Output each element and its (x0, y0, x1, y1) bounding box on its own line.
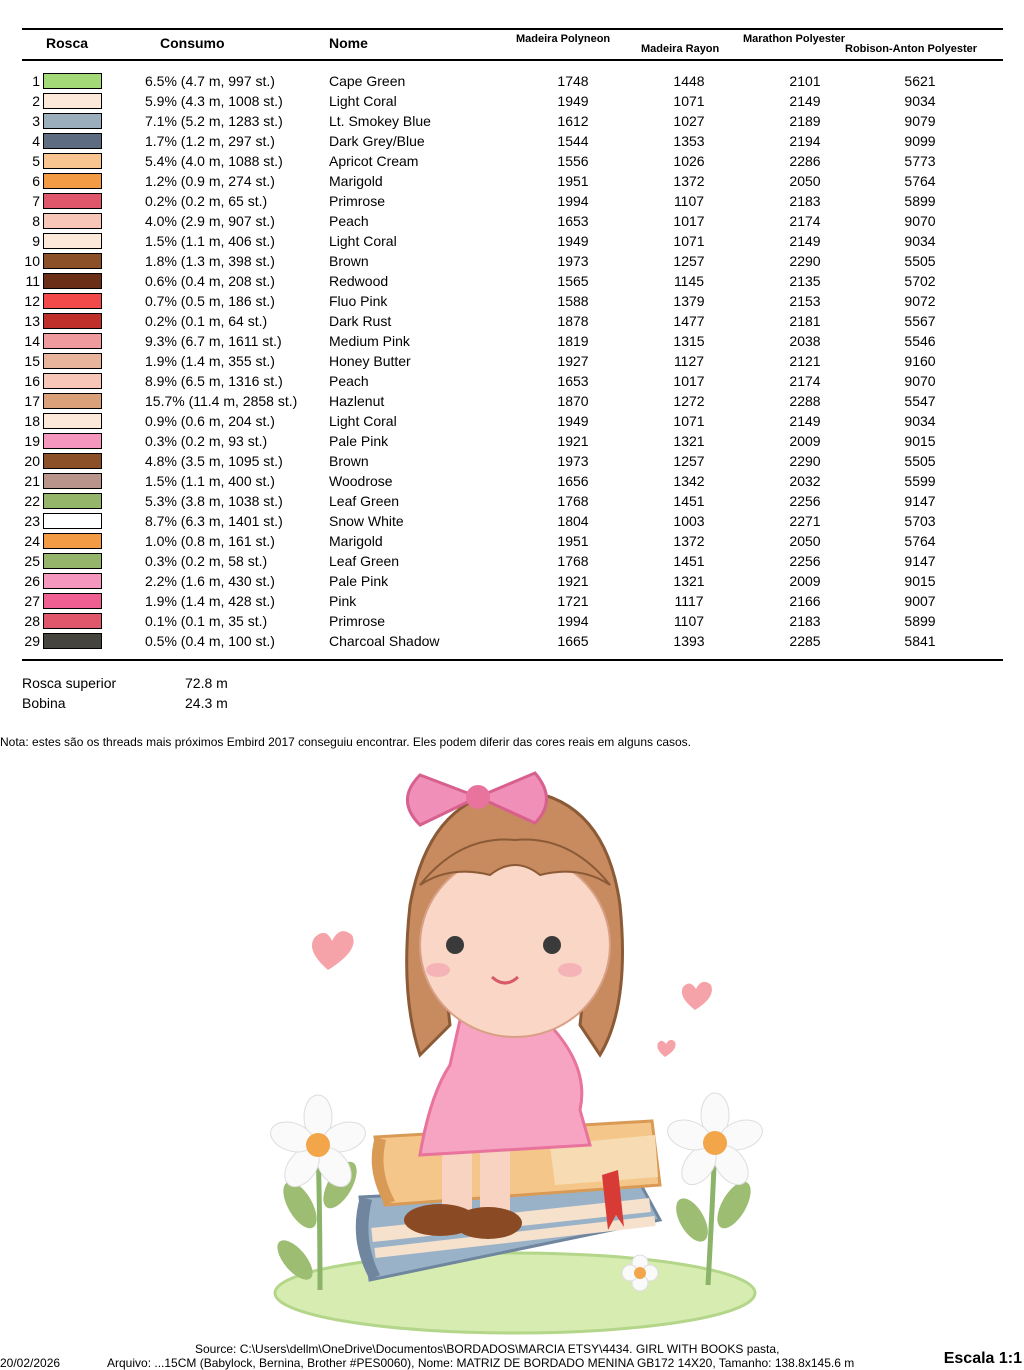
thread-number: 13 (24, 313, 40, 329)
madeira-polyneon-code: 1949 (557, 93, 589, 109)
header-robison-anton-polyester: Robison-Anton Polyester (845, 43, 978, 55)
table-row (0, 192, 1024, 212)
madeira-polyneon-code: 1951 (557, 533, 589, 549)
rosca-superior-value: 72.8 m (185, 675, 228, 691)
robison-anton-code: 9007 (904, 593, 936, 609)
footer-source: Source: C:\Users\dellm\OneDrive\Documentos\BORDADOS\MARCIA ETSY\4434. GIRL WITH BOOKS pasta, (195, 1342, 780, 1356)
marathon-code: 2183 (789, 193, 821, 209)
madeira-rayon-code: 1027 (673, 113, 705, 129)
robison-anton-code: 5899 (904, 613, 936, 629)
thread-consumption: 0.6% (0.4 m, 208 st.) (145, 273, 275, 289)
madeira-rayon-code: 1451 (673, 493, 705, 509)
thread-name: Woodrose (329, 473, 393, 489)
thread-name: Light Coral (329, 93, 397, 109)
thread-consumption: 4.8% (3.5 m, 1095 st.) (145, 453, 283, 469)
thread-name: Charcoal Shadow (329, 633, 440, 649)
madeira-rayon-code: 1257 (673, 453, 705, 469)
table-row (0, 612, 1024, 632)
marathon-code: 2153 (789, 293, 821, 309)
thread-number: 17 (24, 393, 40, 409)
madeira-rayon-code: 1321 (673, 573, 705, 589)
thread-number: 14 (24, 333, 40, 349)
thread-consumption: 1.2% (0.9 m, 274 st.) (145, 173, 275, 189)
dress (420, 1020, 590, 1155)
table-top-rule (22, 28, 1003, 30)
table-row (0, 592, 1024, 612)
header-rosca: Rosca (46, 35, 89, 51)
marathon-code: 2271 (789, 513, 821, 529)
marathon-code: 2050 (789, 533, 821, 549)
thread-number: 4 (32, 133, 40, 149)
color-swatch (43, 333, 102, 349)
thread-name: Snow White (329, 513, 404, 529)
color-swatch (43, 93, 102, 109)
thread-consumption: 1.7% (1.2 m, 297 st.) (145, 133, 275, 149)
table-row (0, 512, 1024, 532)
thread-number: 20 (24, 453, 40, 469)
madeira-rayon-code: 1321 (673, 433, 705, 449)
color-swatch (43, 553, 102, 569)
thread-number: 22 (24, 493, 40, 509)
table-row (0, 532, 1024, 552)
table-row (0, 412, 1024, 432)
madeira-rayon-code: 1372 (673, 533, 705, 549)
madeira-rayon-code: 1003 (673, 513, 705, 529)
thread-consumption: 0.5% (0.4 m, 100 st.) (145, 633, 275, 649)
thread-name: Light Coral (329, 413, 397, 429)
madeira-polyneon-code: 1768 (557, 493, 589, 509)
color-swatch (43, 393, 102, 409)
thread-consumption: 15.7% (11.4 m, 2858 st.) (145, 393, 298, 409)
marathon-code: 2121 (789, 353, 821, 369)
table-row (0, 212, 1024, 232)
thread-name: Marigold (329, 533, 383, 549)
thread-number: 5 (32, 153, 40, 169)
thread-name: Dark Grey/Blue (329, 133, 425, 149)
robison-anton-code: 5764 (904, 173, 936, 189)
robison-anton-code: 9160 (904, 353, 936, 369)
marathon-code: 2285 (789, 633, 821, 649)
thread-number: 11 (25, 273, 40, 289)
thread-consumption: 0.2% (0.1 m, 64 st.) (145, 313, 268, 329)
color-swatch (43, 233, 102, 249)
marathon-code: 2038 (789, 333, 821, 349)
madeira-rayon-code: 1107 (673, 613, 705, 629)
robison-anton-code: 5899 (904, 193, 936, 209)
thread-table (0, 72, 1024, 652)
thread-name: Hazlenut (329, 393, 385, 409)
robison-anton-code: 9034 (904, 93, 936, 109)
thread-name: Peach (329, 213, 369, 229)
robison-anton-code: 5546 (904, 333, 936, 349)
embroidery-design-image (260, 765, 780, 1335)
marathon-code: 2181 (789, 313, 821, 329)
table-row (0, 352, 1024, 372)
table-row (0, 172, 1024, 192)
note-text: Nota: estes são os threads mais próximos Embird 2017 conseguiu encontrar. Eles podem diferir das cores reais em alguns casos. (0, 735, 692, 749)
marathon-code: 2286 (789, 153, 821, 169)
madeira-rayon-code: 1071 (673, 413, 705, 429)
thread-name: Primrose (329, 193, 386, 209)
madeira-polyneon-code: 1951 (557, 173, 589, 189)
thread-consumption: 1.5% (1.1 m, 400 st.) (145, 473, 275, 489)
thread-number: 2 (32, 93, 40, 109)
thread-number: 21 (24, 473, 40, 489)
color-swatch (43, 73, 102, 89)
thread-name: Cape Green (329, 73, 406, 89)
robison-anton-code: 5773 (904, 153, 936, 169)
thread-consumption: 1.0% (0.8 m, 161 st.) (145, 533, 275, 549)
robison-anton-code: 9015 (904, 573, 936, 589)
color-swatch (43, 453, 102, 469)
table-row (0, 492, 1024, 512)
color-swatch (43, 513, 102, 529)
color-swatch (43, 353, 102, 369)
madeira-polyneon-code: 1768 (557, 553, 589, 569)
marathon-code: 2256 (789, 553, 821, 569)
thread-consumption: 6.5% (4.7 m, 997 st.) (145, 73, 275, 89)
madeira-rayon-code: 1315 (673, 333, 705, 349)
madeira-polyneon-code: 1921 (557, 573, 589, 589)
bobina-value: 24.3 m (185, 695, 228, 711)
rosca-superior-label: Rosca superior (22, 675, 117, 691)
thread-consumption: 0.1% (0.1 m, 35 st.) (145, 613, 268, 629)
shoe-right (454, 1207, 522, 1239)
table-header-rule (22, 59, 1003, 61)
madeira-rayon-code: 1107 (673, 193, 705, 209)
thread-number: 19 (24, 433, 40, 449)
robison-anton-code: 9072 (904, 293, 936, 309)
table-row (0, 552, 1024, 572)
madeira-polyneon-code: 1565 (557, 273, 589, 289)
thread-name: Peach (329, 373, 369, 389)
heart-left (312, 931, 354, 970)
madeira-rayon-code: 1071 (673, 93, 705, 109)
robison-anton-code: 9079 (904, 113, 936, 129)
table-row (0, 292, 1024, 312)
thread-name: Brown (329, 253, 369, 269)
table-row (0, 572, 1024, 592)
madeira-rayon-code: 1448 (673, 73, 705, 89)
madeira-polyneon-code: 1994 (557, 613, 589, 629)
table-row (0, 632, 1024, 652)
marathon-code: 2290 (789, 453, 821, 469)
madeira-polyneon-code: 1748 (557, 73, 589, 89)
table-row (0, 72, 1024, 92)
madeira-rayon-code: 1342 (673, 473, 705, 489)
thread-consumption: 8.7% (6.3 m, 1401 st.) (145, 513, 283, 529)
madeira-polyneon-code: 1870 (557, 393, 589, 409)
color-swatch (43, 133, 102, 149)
thread-consumption: 0.9% (0.6 m, 204 st.) (145, 413, 275, 429)
table-row (0, 132, 1024, 152)
grass-patch (275, 1253, 755, 1333)
robison-anton-code: 9034 (904, 233, 936, 249)
madeira-polyneon-code: 1973 (557, 253, 589, 269)
color-swatch (43, 313, 102, 329)
madeira-polyneon-code: 1653 (557, 213, 589, 229)
thread-consumption: 1.8% (1.3 m, 398 st.) (145, 253, 275, 269)
table-row (0, 252, 1024, 272)
thread-number: 25 (24, 553, 40, 569)
madeira-rayon-code: 1393 (673, 633, 705, 649)
table-row (0, 312, 1024, 332)
robison-anton-code: 5703 (904, 513, 936, 529)
thread-number: 1 (32, 73, 40, 89)
heart-right-large (682, 982, 712, 1010)
madeira-polyneon-code: 1656 (557, 473, 589, 489)
madeira-rayon-code: 1017 (673, 213, 705, 229)
thread-name: Lt. Smokey Blue (329, 113, 431, 129)
marathon-code: 2194 (789, 133, 821, 149)
thread-number: 12 (24, 293, 40, 309)
robison-anton-code: 9070 (904, 213, 936, 229)
color-swatch (43, 593, 102, 609)
thread-name: Pink (329, 593, 357, 609)
table-row (0, 472, 1024, 492)
table-row (0, 92, 1024, 112)
color-swatch (43, 433, 102, 449)
footer-date: 20/02/2026 (0, 1356, 61, 1370)
robison-anton-code: 9070 (904, 373, 936, 389)
madeira-rayon-code: 1017 (673, 373, 705, 389)
madeira-polyneon-code: 1653 (557, 373, 589, 389)
thread-name: Leaf Green (329, 493, 400, 509)
color-swatch (43, 253, 102, 269)
table-row (0, 152, 1024, 172)
madeira-rayon-code: 1127 (673, 353, 705, 369)
color-swatch (43, 273, 102, 289)
table-row (0, 452, 1024, 472)
table-row (0, 332, 1024, 352)
thread-number: 26 (24, 573, 40, 589)
robison-anton-code: 9147 (904, 493, 936, 509)
color-swatch (43, 213, 102, 229)
marathon-code: 2135 (789, 273, 821, 289)
table-row (0, 272, 1024, 292)
thread-number: 27 (24, 593, 40, 609)
robison-anton-code: 5567 (904, 313, 936, 329)
thread-name: Pale Pink (329, 573, 389, 589)
thread-consumption: 2.2% (1.6 m, 430 st.) (145, 573, 275, 589)
color-swatch (43, 633, 102, 649)
thread-consumption: 1.5% (1.1 m, 406 st.) (145, 233, 275, 249)
bobina-label: Bobina (22, 695, 66, 711)
marathon-code: 2288 (789, 393, 821, 409)
thread-number: 24 (24, 533, 40, 549)
thread-name: Marigold (329, 173, 383, 189)
thread-number: 16 (24, 373, 40, 389)
robison-anton-code: 5841 (904, 633, 936, 649)
header-marathon-polyester: Marathon Polyester (743, 33, 846, 45)
thread-name: Primrose (329, 613, 386, 629)
marathon-code: 2009 (789, 573, 821, 589)
madeira-polyneon-code: 1949 (557, 413, 589, 429)
thread-consumption: 5.3% (3.8 m, 1038 st.) (145, 493, 283, 509)
thread-number: 10 (24, 253, 40, 269)
madeira-rayon-code: 1451 (673, 553, 705, 569)
header-madeira-rayon: Madeira Rayon (641, 43, 720, 55)
thread-number: 6 (32, 173, 40, 189)
thread-name: Brown (329, 453, 369, 469)
thread-number: 18 (24, 413, 40, 429)
thread-consumption: 8.9% (6.5 m, 1316 st.) (145, 373, 283, 389)
robison-anton-code: 5621 (904, 73, 936, 89)
thread-consumption: 4.0% (2.9 m, 907 st.) (145, 213, 275, 229)
robison-anton-code: 9147 (904, 553, 936, 569)
thread-consumption: 5.4% (4.0 m, 1088 st.) (145, 153, 283, 169)
madeira-rayon-code: 1026 (673, 153, 705, 169)
table-row (0, 432, 1024, 452)
thread-consumption: 1.9% (1.4 m, 355 st.) (145, 353, 275, 369)
madeira-rayon-code: 1257 (673, 253, 705, 269)
thread-consumption: 5.9% (4.3 m, 1008 st.) (145, 93, 283, 109)
madeira-rayon-code: 1117 (674, 593, 704, 609)
thread-consumption: 0.2% (0.2 m, 65 st.) (145, 193, 268, 209)
madeira-rayon-code: 1145 (673, 273, 705, 289)
thread-name: Light Coral (329, 233, 397, 249)
footer-arquivo: Arquivo: ...15CM (Babylock, Bernina, Brother #PES0060), Nome: MATRIZ DE BORDADO MENINA GB172 14X20, Tamanho: 138.8x145.6 m (107, 1356, 855, 1370)
color-swatch (43, 373, 102, 389)
thread-consumption: 0.3% (0.2 m, 58 st.) (145, 553, 268, 569)
color-swatch (43, 613, 102, 629)
madeira-polyneon-code: 1994 (557, 193, 589, 209)
thread-name: Apricot Cream (329, 153, 419, 169)
thread-name: Medium Pink (329, 333, 410, 349)
madeira-polyneon-code: 1556 (557, 153, 589, 169)
thread-consumption: 9.3% (6.7 m, 1611 st.) (145, 333, 282, 349)
table-row (0, 232, 1024, 252)
robison-anton-code: 5505 (904, 253, 936, 269)
madeira-polyneon-code: 1721 (557, 593, 589, 609)
robison-anton-code: 5764 (904, 533, 936, 549)
color-swatch (43, 153, 102, 169)
madeira-polyneon-code: 1878 (557, 313, 589, 329)
thread-name: Dark Rust (329, 313, 392, 329)
marathon-code: 2050 (789, 173, 821, 189)
marathon-code: 2149 (789, 93, 821, 109)
robison-anton-code: 9099 (904, 133, 936, 149)
header-consumo: Consumo (160, 35, 225, 51)
marathon-code: 2174 (789, 213, 821, 229)
marathon-code: 2183 (789, 613, 821, 629)
thread-number: 28 (24, 613, 40, 629)
robison-anton-code: 5599 (904, 473, 936, 489)
table-row (0, 372, 1024, 392)
thread-name: Honey Butter (329, 353, 411, 369)
marathon-code: 2166 (789, 593, 821, 609)
heart-right-small (657, 1040, 675, 1057)
thread-name: Fluo Pink (329, 293, 388, 309)
madeira-polyneon-code: 1973 (557, 453, 589, 469)
madeira-rayon-code: 1379 (673, 293, 705, 309)
marathon-code: 2101 (789, 73, 821, 89)
madeira-rayon-code: 1372 (673, 173, 705, 189)
marathon-code: 2149 (789, 413, 821, 429)
header-nome: Nome (329, 35, 368, 51)
robison-anton-code: 5547 (904, 393, 936, 409)
madeira-polyneon-code: 1949 (557, 233, 589, 249)
thread-name: Pale Pink (329, 433, 389, 449)
color-swatch (43, 413, 102, 429)
robison-anton-code: 9034 (904, 413, 936, 429)
color-swatch (43, 113, 102, 129)
madeira-polyneon-code: 1544 (557, 133, 589, 149)
thread-number: 9 (32, 233, 40, 249)
marathon-code: 2032 (789, 473, 821, 489)
thread-name: Leaf Green (329, 553, 400, 569)
robison-anton-code: 9015 (904, 433, 936, 449)
thread-name: Redwood (329, 273, 389, 289)
marathon-code: 2174 (789, 373, 821, 389)
madeira-rayon-code: 1071 (673, 233, 705, 249)
thread-consumption: 0.3% (0.2 m, 93 st.) (145, 433, 268, 449)
thread-number: 7 (32, 193, 40, 209)
thread-number: 29 (24, 633, 40, 649)
madeira-polyneon-code: 1927 (557, 353, 589, 369)
marathon-code: 2290 (789, 253, 821, 269)
madeira-rayon-code: 1272 (673, 393, 705, 409)
table-bottom-rule (22, 659, 1003, 661)
thread-consumption: 7.1% (5.2 m, 1283 st.) (145, 113, 283, 129)
madeira-polyneon-code: 1921 (557, 433, 589, 449)
thread-number: 15 (24, 353, 40, 369)
madeira-polyneon-code: 1612 (557, 113, 589, 129)
table-row (0, 392, 1024, 412)
robison-anton-code: 5505 (904, 453, 936, 469)
color-swatch (43, 293, 102, 309)
footer-scale: Escala 1:1 (943, 1350, 1022, 1367)
marathon-code: 2009 (789, 433, 821, 449)
thread-consumption: 1.9% (1.4 m, 428 st.) (145, 593, 275, 609)
madeira-polyneon-code: 1588 (557, 293, 589, 309)
table-row (0, 112, 1024, 132)
marathon-code: 2149 (789, 233, 821, 249)
color-swatch (43, 193, 102, 209)
madeira-rayon-code: 1477 (673, 313, 705, 329)
color-swatch (43, 533, 102, 549)
marathon-code: 2256 (789, 493, 821, 509)
madeira-polyneon-code: 1819 (557, 333, 589, 349)
color-swatch (43, 173, 102, 189)
madeira-polyneon-code: 1665 (557, 633, 589, 649)
robison-anton-code: 5702 (904, 273, 936, 289)
madeira-polyneon-code: 1804 (557, 513, 589, 529)
color-swatch (43, 473, 102, 489)
color-swatch (43, 493, 102, 509)
thread-number: 8 (32, 213, 40, 229)
marathon-code: 2189 (789, 113, 821, 129)
thread-consumption: 0.7% (0.5 m, 186 st.) (145, 293, 275, 309)
thread-number: 3 (32, 113, 40, 129)
madeira-rayon-code: 1353 (673, 133, 705, 149)
color-swatch (43, 573, 102, 589)
header-madeira-polyneon: Madeira Polyneon (516, 33, 611, 45)
thread-number: 23 (24, 513, 40, 529)
